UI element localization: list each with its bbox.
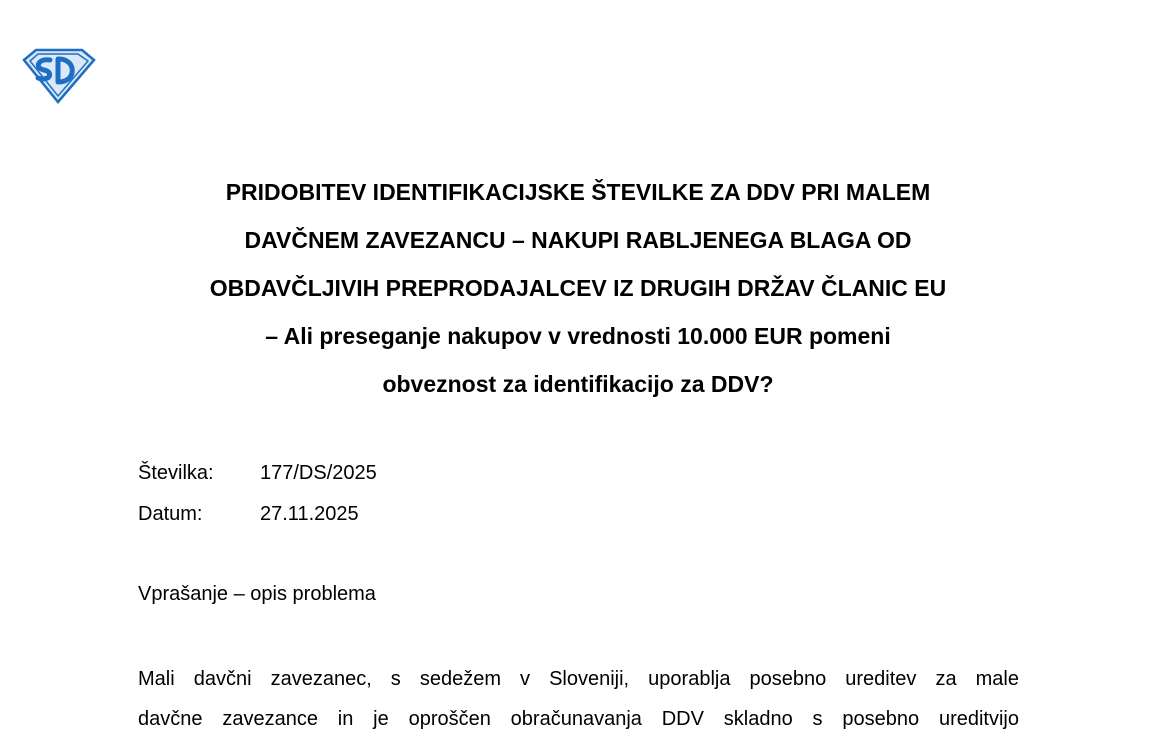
body-paragraph bbox=[138, 659, 1019, 739]
document-number-row bbox=[138, 461, 377, 485]
document-date-label: Datum: bbox=[138, 503, 203, 525]
body-line: davčne zavezance in je oproščen obračunavanja DDV skladno s posebno ureditvijo bbox=[138, 708, 1019, 730]
document-date-row bbox=[138, 502, 359, 526]
document-date-value: 27.11.2025 bbox=[260, 503, 359, 525]
title-line: obveznost za identifikacijo za DDV? bbox=[382, 371, 774, 397]
section-heading: Vprašanje – opis problema bbox=[138, 583, 376, 605]
document-number-value: 177/DS/2025 bbox=[260, 462, 377, 484]
sd-diamond-logo-icon bbox=[20, 46, 96, 104]
document-number-label: Številka: bbox=[138, 462, 214, 484]
body-line: Mali davčni zavezanec, s sedežem v Sloveniji, uporablja posebno ureditev za male bbox=[138, 668, 1019, 690]
title-line: DAVČNEM ZAVEZANCU – NAKUPI RABLJENEGA BLAGA OD bbox=[244, 227, 912, 253]
document-title bbox=[130, 168, 1026, 408]
title-line: – Ali preseganje nakupov v vrednosti 10.000 EUR pomeni bbox=[265, 323, 891, 349]
title-line: OBDAVČLJIVIH PREPRODAJALCEV IZ DRUGIH DRŽAV ČLANIC EU bbox=[209, 275, 947, 301]
title-line: PRIDOBITEV IDENTIFIKACIJSKE ŠTEVILKE ZA DDV PRI MALEM bbox=[225, 179, 931, 205]
